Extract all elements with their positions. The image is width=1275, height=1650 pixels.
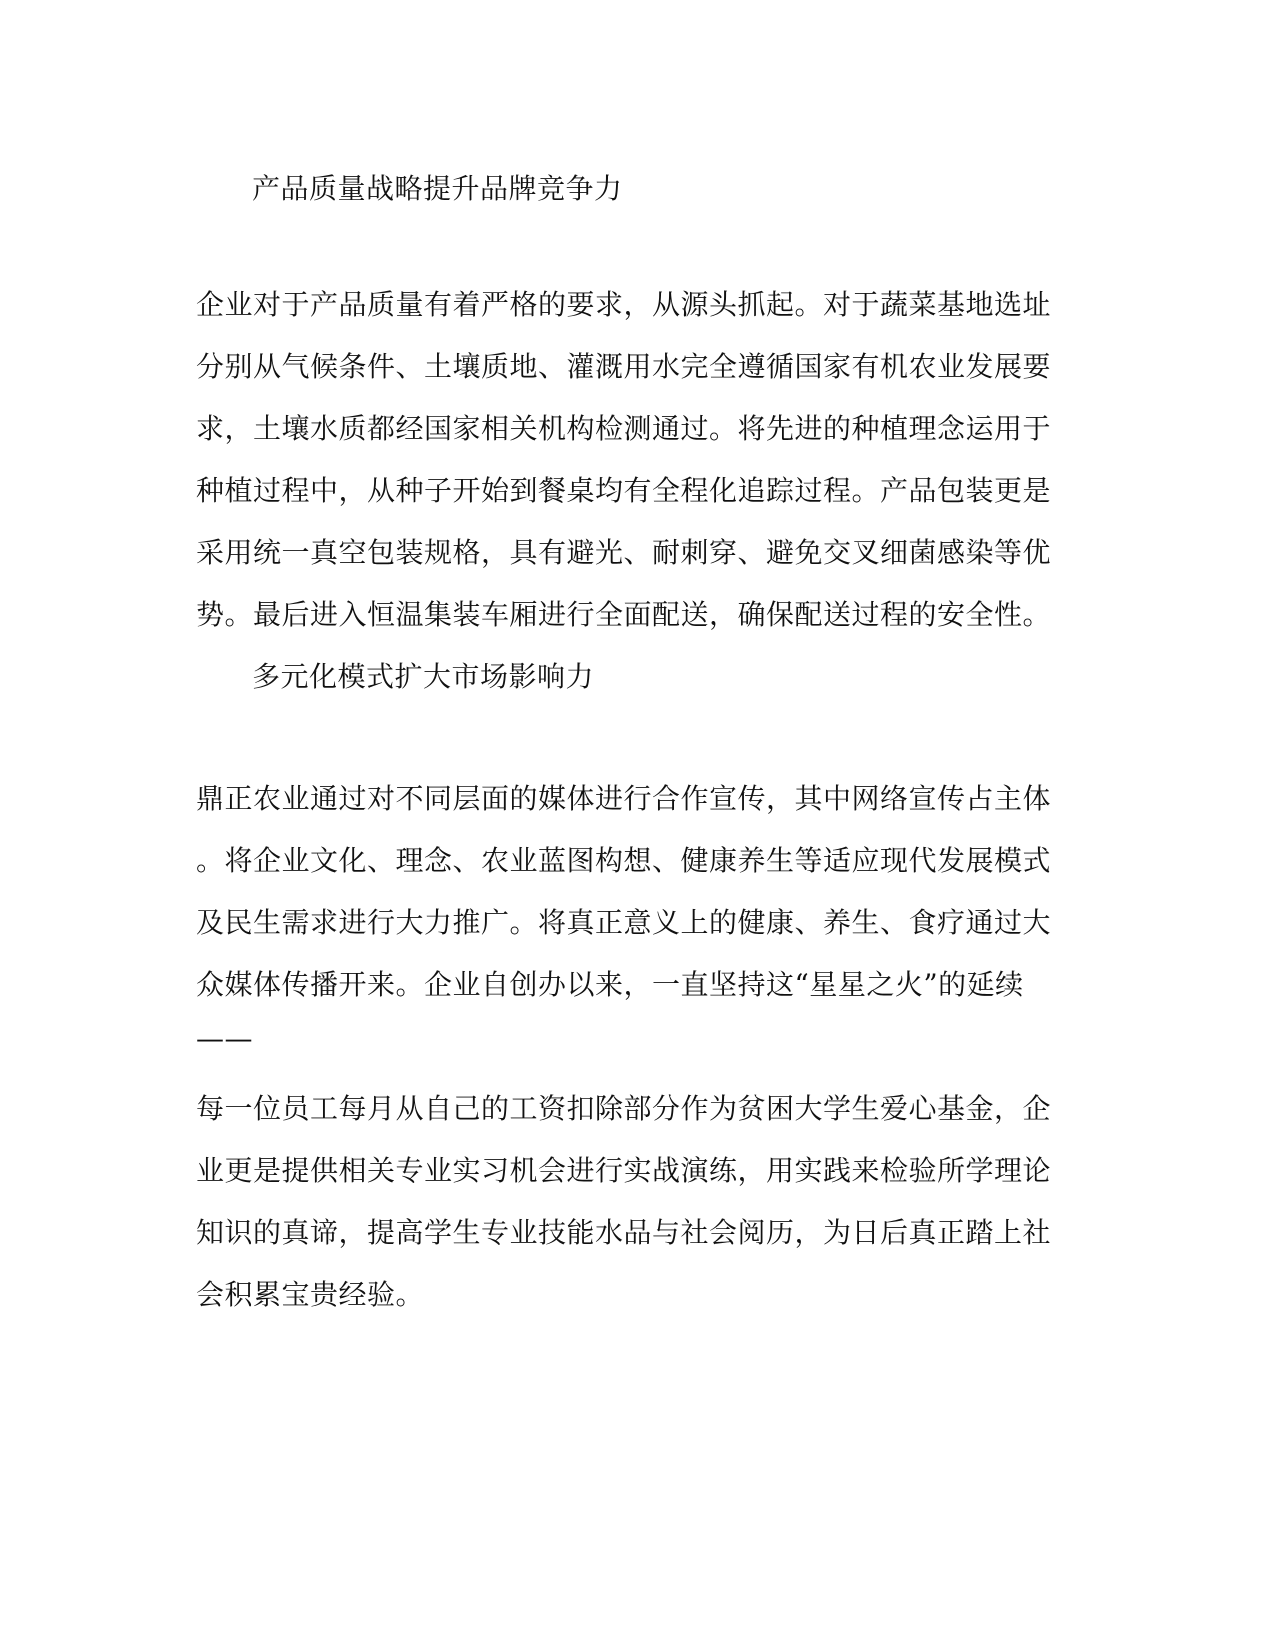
paragraph-line: 种植过程中，从种子开始到餐桌均有全程化追踪过程。产品包装更是 bbox=[196, 474, 1052, 507]
paragraph-line: 分别从气候条件、土壤质地、灌溉用水完全遵循国家有机农业发展要 bbox=[196, 350, 1052, 383]
section-heading-quality: 产品质量战略提升品牌竞争力 bbox=[252, 172, 623, 205]
paragraph-line: 知识的真谛，提高学生专业技能水品与社会阅历，为日后真正踏上社 bbox=[196, 1216, 1052, 1249]
paragraph-line: 每一位员工每月从自己的工资扣除部分作为贫困大学生爱心基金，企 bbox=[196, 1092, 1052, 1125]
paragraph-line: 企业对于产品质量有着严格的要求，从源头抓起。对于蔬菜基地选址 bbox=[196, 288, 1052, 321]
paragraph-line: 。将企业文化、理念、农业蓝图构想、健康养生等适应现代发展模式 bbox=[196, 844, 1052, 877]
paragraph-line: 业更是提供相关专业实习机会进行实战演练，用实践来检验所学理论 bbox=[196, 1154, 1052, 1187]
paragraph-line: 及民生需求进行大力推广。将真正意义上的健康、养生、食疗通过大 bbox=[196, 906, 1052, 939]
paragraph-line: 会积累宝贵经验。 bbox=[196, 1278, 425, 1311]
paragraph-line-dash: —— bbox=[196, 1022, 253, 1055]
section-heading-diversification: 多元化模式扩大市场影响力 bbox=[252, 660, 595, 693]
paragraph-line: 求，土壤水质都经国家相关机构检测通过。将先进的种植理念运用于 bbox=[196, 412, 1052, 445]
paragraph-line: 众媒体传播开来。企业自创办以来，一直坚持这“星星之火”的延续 bbox=[196, 968, 1024, 1001]
paragraph-line: 势。最后进入恒温集装车厢进行全面配送，确保配送过程的安全性。 bbox=[196, 598, 1052, 631]
paragraph-line: 鼎正农业通过对不同层面的媒体进行合作宣传，其中网络宣传占主体 bbox=[196, 782, 1052, 815]
paragraph-line: 采用统一真空包装规格，具有避光、耐刺穿、避免交叉细菌感染等优 bbox=[196, 536, 1052, 569]
